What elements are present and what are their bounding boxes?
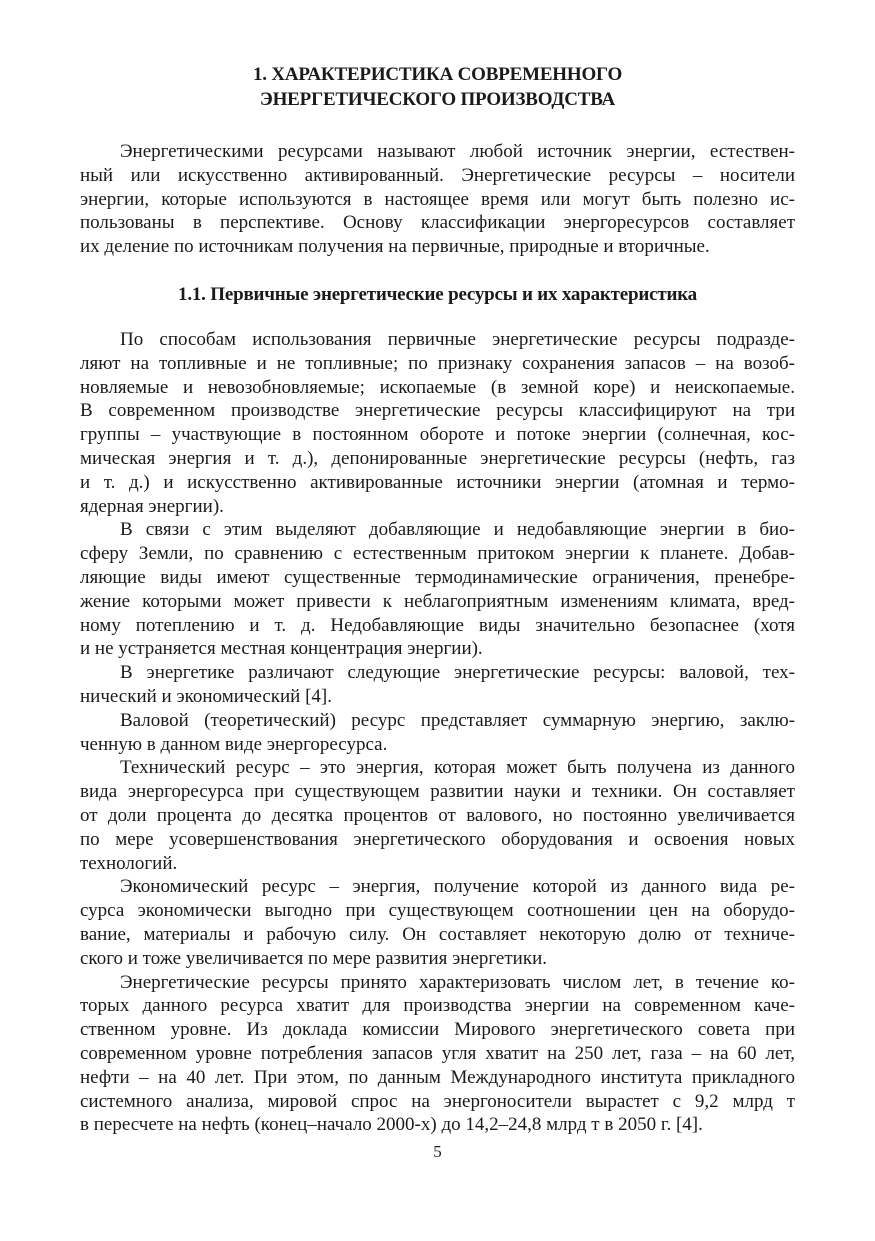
section-heading: 1.1. Первичные энергетические ресурсы и их характеристика <box>178 284 697 305</box>
text-line: торых данного ресурса хватит для производства энергии на современном каче- <box>80 995 795 1017</box>
paragraph <box>80 875 795 970</box>
text-line: ный или искусственно активированный. Энергетические ресурсы – носители <box>80 164 795 186</box>
text-line: их деление по источникам получения на первичные, природные и вторичные. <box>80 236 710 258</box>
text-line: системного анализа, мировой спрос на энергоносители вырастет с 9,2 млрд т <box>80 1090 795 1112</box>
text-line: жение которыми может привести к неблагоприятным изменениям климата, вред- <box>80 590 795 612</box>
text-line: в пересчете на нефть (конец–начало 2000-х) до 14,2–24,8 млрд т в 2050 г. [4]. <box>80 1114 703 1136</box>
text-line: вание, материалы и рабочую силу. Он составляет некоторую долю от техниче- <box>80 923 795 945</box>
text-line: группы – участвующие в постоянном обороте и потоке энергии (солнечная, кос- <box>80 424 795 446</box>
text-line: ядерная энергии). <box>80 495 224 517</box>
paragraph <box>80 328 795 518</box>
text-line: Технический ресурс – это энергия, которая может быть получена из данного <box>120 757 795 779</box>
text-line: ственном уровне. Из доклада комиссии Мирового энергетического совета при <box>80 1019 795 1041</box>
text-line: нический и экономический [4]. <box>80 685 333 707</box>
text-line: пользованы в перспективе. Основу классификации энергоресурсов составляет <box>80 212 795 234</box>
chapter-title-line: ЭНЕРГЕТИЧЕСКОГО ПРОИЗВОДСТВА <box>259 89 616 110</box>
text-line: современном уровне потребления запасов угля хватит на 250 лет, газа – на 60 лет, <box>80 1042 795 1064</box>
text-line: по мере усовершенствования энергетического оборудования и освоения новых <box>80 828 795 850</box>
paragraph <box>80 140 795 259</box>
paragraph <box>80 971 795 1138</box>
text-line: от доли процента до десятка процентов от валового, но постоянно увеличивается <box>80 804 795 826</box>
text-line: По способам использования первичные энергетические ресурсы подразде- <box>120 329 795 350</box>
text-line: сферу Земли, по сравнению с естественным притоком энергии к планете. Добав- <box>80 543 795 565</box>
text-line: мическая энергия и т. д.), депонированные энергетические ресурсы (нефть, газ <box>80 447 795 469</box>
text-line: Экономический ресурс – энергия, получение которой из данного вида ре- <box>120 876 795 898</box>
text-line: ному потеплению и т. д. Недобавляющие виды значительно безопаснее (хотя <box>80 614 795 636</box>
page-number: 5 <box>433 1142 442 1161</box>
text-line: ченную в данном виде энергоресурса. <box>80 733 388 755</box>
paragraph <box>80 518 795 661</box>
section-body <box>80 328 795 1137</box>
text-line: ского и тоже увеличивается по мере развития энергетики. <box>80 947 547 969</box>
text-line: В современном производстве энергетические ресурсы классифицируют на три <box>80 400 795 422</box>
chapter-title <box>0 62 875 112</box>
text-line: Энергетическими ресурсами называют любой источник энергии, естествен- <box>120 141 795 162</box>
chapter-title-line: 1. ХАРАКТЕРИСТИКА СОВРЕМЕННОГО <box>252 64 623 85</box>
text-line: технологий. <box>80 852 178 874</box>
paragraph <box>80 661 795 709</box>
text-line: ляющие виды имеют существенные термодинамические ограничения, пренебре- <box>80 566 795 588</box>
text-line: вида энергоресурса при существующем развитии науки и техники. Он составляет <box>80 781 795 803</box>
text-line: Валовой (теоретический) ресурс представляет суммарную энергию, заклю- <box>120 709 795 731</box>
text-line: В связи с этим выделяют добавляющие и недобавляющие энергии в био- <box>120 519 795 541</box>
text-line: и не устраняется местная концентрация энергии). <box>80 638 483 660</box>
text-line: энергии, которые используются в настоящее время или могут быть полезно ис- <box>80 188 795 210</box>
paragraph <box>80 756 795 875</box>
text-line: ляют на топливные и не топливные; по признаку сохранения запасов – на возоб- <box>80 352 795 374</box>
paragraph <box>80 709 795 757</box>
text-line: сурса экономически выгодно при существующем соотношении цен на оборудо- <box>80 900 795 922</box>
text-line: Энергетические ресурсы принято характеризовать числом лет, в течение ко- <box>120 971 795 993</box>
text-line: В энергетике различают следующие энергетические ресурсы: валовой, тех- <box>120 662 795 684</box>
intro-text <box>80 140 795 259</box>
text-line: и т. д.) и искусственно активированные источники энергии (атомная и термо- <box>80 471 795 493</box>
text-line: новляемые и невозобновляемые; ископаемые (в земной коре) и неископаемые. <box>80 376 795 398</box>
text-line: нефти – на 40 лет. При этом, по данным Международного института прикладного <box>80 1066 795 1088</box>
